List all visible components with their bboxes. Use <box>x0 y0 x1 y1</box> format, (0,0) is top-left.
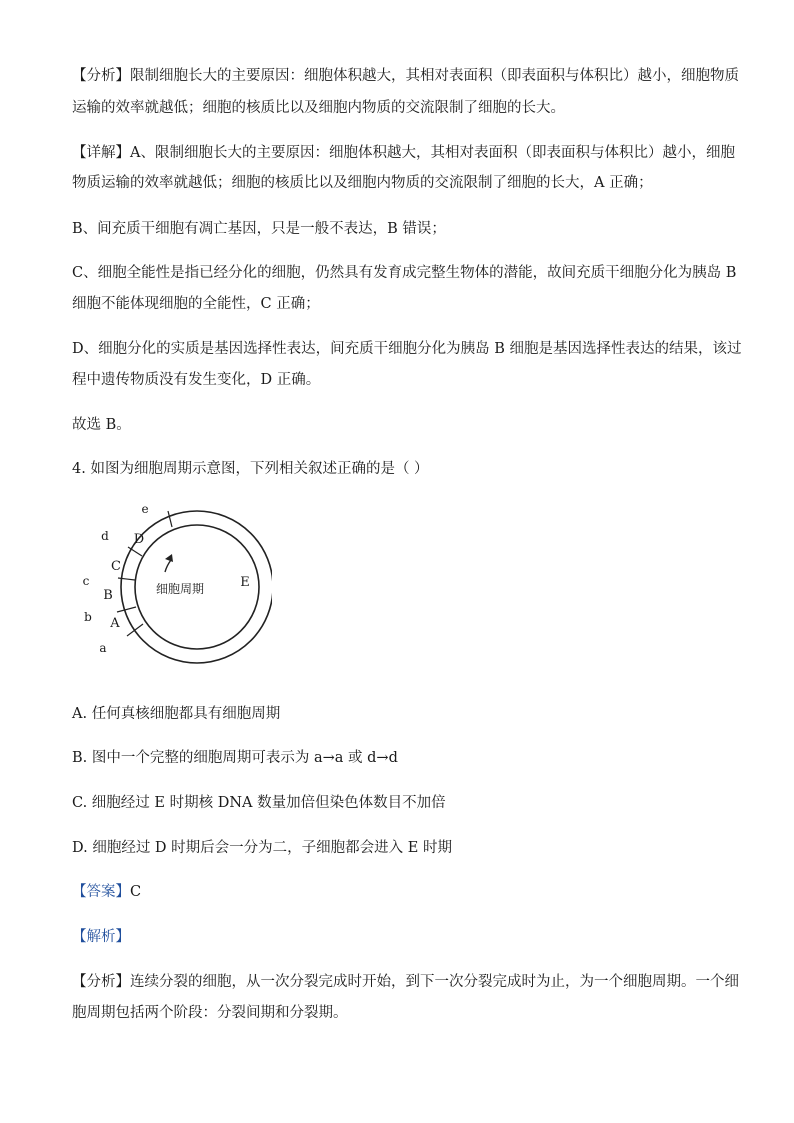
analysis2-line-1 <box>72 972 739 992</box>
detail-text: A、限制细胞长大的主要原因：细胞体积越大，其相对表面积（即表面积与体积比）越小，细胞 <box>130 145 735 161</box>
analysis-heading: 【解析】 <box>72 929 130 945</box>
analysis-line-1 <box>72 66 739 86</box>
detail-tag: 【详解】 <box>72 145 130 161</box>
analysis2-text: 连续分裂的细胞，从一次分裂完成时开始，到下一次分裂完成时为止，为一个细胞周期。一个细 <box>130 974 739 990</box>
segment-label-c: C <box>111 559 121 574</box>
analysis2-tag: 【分析】 <box>72 974 130 990</box>
answer-value: C <box>130 884 142 900</box>
detail-line-d1: D、细胞分化的实质是基因选择性表达，间充质干细胞分化为胰岛 B 细胞是基因选择性表达的结果，该过 <box>72 341 742 357</box>
option-d: D. 细胞经过 D 时期后会一分为二，子细胞都会进入 E 时期 <box>72 840 452 856</box>
cycle-arrow-shaft <box>165 560 171 572</box>
segment-label-a: A <box>110 616 120 631</box>
analysis-line-2: 运输的效率就越低；细胞的核质比以及细胞内物质的交流限制了细胞的长大。 <box>72 100 565 116</box>
answer-tag: 【答案】 <box>72 884 130 900</box>
analysis-text: 限制细胞长大的主要原因：细胞体积越大，其相对表面积（即表面积与体积比）越小，细胞物质 <box>130 68 739 84</box>
option-a: A. 任何真核细胞都具有细胞周期 <box>72 706 281 722</box>
boundary-a <box>127 624 143 636</box>
question-stem: 4. 如图为细胞周期示意图，下列相关叙述正确的是（ ） <box>72 461 429 477</box>
detail-line-d2: 程中遗传物质没有发生变化，D 正确。 <box>72 372 321 388</box>
point-label-c: c <box>82 574 90 588</box>
detail-line-a2: 物质运输的效率就越低；细胞的核质比以及细胞内物质的交流限制了细胞的长大，A 正确； <box>72 175 653 191</box>
point-label-e: e <box>141 502 149 516</box>
boundary-b <box>117 607 136 612</box>
option-b: B. 图中一个完整的细胞周期可表示为 a→a 或 d→d <box>72 750 398 766</box>
option-c: C. 细胞经过 E 时期核 DNA 数量加倍但染色体数目不加倍 <box>72 795 446 811</box>
point-label-a: a <box>99 641 107 655</box>
point-label-b: b <box>84 610 92 624</box>
detail-line-c2: 细胞不能体现细胞的全能性，C 正确； <box>72 296 320 312</box>
analysis2-line-2: 胞周期包括两个阶段：分裂间期和分裂期。 <box>72 1005 348 1021</box>
conclusion: 故选 B。 <box>72 417 131 433</box>
segment-label-e: E <box>240 575 250 590</box>
detail-line-a1 <box>72 143 735 163</box>
cycle-arrow-head <box>165 554 173 562</box>
detail-line-c1: C、细胞全能性是指已经分化的细胞，仍然具有发育成完整生物体的潜能，故间充质干细胞分化为胰岛 B <box>72 265 737 281</box>
center-label: 细胞周期 <box>155 582 205 596</box>
answer-line <box>72 882 141 902</box>
segment-label-b: B <box>103 588 113 603</box>
segment-label-d: D <box>133 532 145 547</box>
boundary-e <box>168 511 172 527</box>
analysis-tag: 【分析】 <box>72 68 130 84</box>
cell-cycle-diagram <box>72 500 272 670</box>
point-label-d: d <box>101 529 109 543</box>
detail-line-b: B、间充质干细胞有凋亡基因，只是一般不表达，B 错误； <box>72 221 446 237</box>
